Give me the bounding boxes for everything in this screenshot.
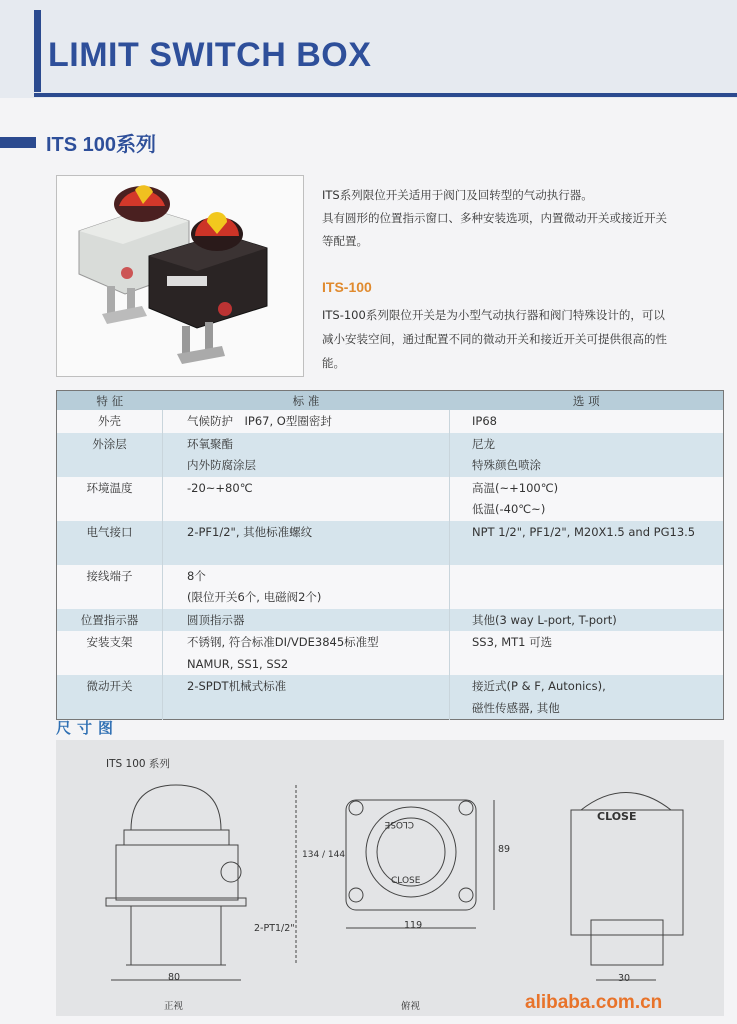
- feature-cell: 接线端子: [57, 565, 163, 609]
- standard-cell-line: 2-PF1/2", 其他标准螺纹: [187, 524, 313, 539]
- section-accent-bar: [0, 137, 36, 148]
- top-height-label: 89: [498, 844, 511, 855]
- header-feature: 特 征: [57, 391, 163, 411]
- standard-cell-line: 气候防护 IP67, O型圈密封: [187, 414, 332, 428]
- intro-line: 具有圆形的位置指示窗口、多种安装选项，内置微动开关或接近开关: [322, 211, 667, 225]
- intro-line: ITS系列限位开关适用于阀门及回转型的气动执行器。: [322, 188, 593, 202]
- option-cell: [450, 675, 724, 720]
- table-row: [57, 477, 724, 521]
- subsection-desc: [322, 303, 722, 375]
- standard-cell: [163, 477, 450, 521]
- table-header-row: [57, 391, 724, 411]
- option-cell-line: 其他(3 way L-port, T-port): [472, 612, 617, 627]
- side-close-label: CLOSE: [597, 810, 637, 823]
- feature-cell: 微动开关: [57, 675, 163, 720]
- product-photo: [56, 175, 304, 377]
- height-dim-label: 134 / 144: [302, 850, 346, 860]
- feature-cell: 位置指示器: [57, 609, 163, 632]
- standard-cell-line: NAMUR, SS1, SS2: [187, 656, 289, 671]
- standard-cell-line: (限位开关6个, 电磁阀2个): [187, 590, 322, 604]
- option-cell-line: SS3, MT1 可选: [472, 635, 553, 649]
- standard-cell-line: -20~+80℃: [187, 480, 253, 495]
- standard-cell: [163, 410, 450, 433]
- table-row: [57, 565, 724, 609]
- table-row: [57, 609, 724, 632]
- standard-cell-line: 内外防腐涂层: [187, 458, 256, 472]
- standard-cell: [163, 521, 450, 565]
- table-row: [57, 521, 724, 565]
- header-divider: [34, 93, 737, 97]
- feature-cell: 环境温度: [57, 477, 163, 521]
- page-title: LIMIT SWITCH BOX: [48, 36, 372, 74]
- table-row: [57, 631, 724, 675]
- option-cell: [450, 477, 724, 521]
- standard-cell: [163, 675, 450, 720]
- watermark: alibaba.com.cn: [525, 992, 663, 1013]
- front-view-label: 正视: [164, 1001, 184, 1012]
- feature-cell: 安装支架: [57, 631, 163, 675]
- table-row: [57, 433, 724, 477]
- standard-cell-line: 环氧聚酯: [187, 436, 233, 451]
- option-cell-line: 尼龙: [472, 436, 495, 451]
- standard-cell: [163, 609, 450, 632]
- spec-table: [56, 390, 724, 720]
- standard-cell-line: 不锈钢, 符合标准DI/VDE3845标准型: [187, 635, 379, 649]
- standard-cell-line: 8个: [187, 568, 206, 583]
- subsection-title: ITS-100: [322, 279, 372, 295]
- desc-line: 能。: [322, 356, 345, 370]
- series-label: ITS 100 系列: [106, 758, 170, 770]
- option-cell-line: IP68: [472, 414, 497, 428]
- top-width-label: 119: [404, 920, 423, 931]
- table-row: [57, 410, 724, 433]
- table-row: [57, 675, 724, 720]
- top-view-label: 俯视: [401, 1001, 421, 1012]
- feature-cell: 外涂层: [57, 433, 163, 477]
- dimensions-title: 尺寸图: [56, 719, 120, 737]
- option-cell: [450, 565, 724, 609]
- standard-cell: [163, 631, 450, 675]
- option-cell: [450, 521, 724, 565]
- standard-cell-line: [187, 543, 449, 565]
- intro-text: [322, 184, 722, 253]
- section-title: ITS 100系列: [46, 134, 157, 156]
- option-cell-line: NPT 1/2", PF1/2", M20X1.5 and PG13.5: [472, 524, 696, 539]
- intro-line: 等配置。: [322, 234, 368, 248]
- standard-cell-line: 2-SPDT机械式标准: [187, 679, 287, 693]
- header-accent-bar: [34, 10, 41, 92]
- option-cell: [450, 631, 724, 675]
- top-close-label: CLOSE: [384, 819, 414, 829]
- top-close-label-2: CLOSE: [391, 876, 421, 886]
- option-cell-line: 特殊颜色喷涂: [472, 458, 541, 472]
- feature-cell: 电气接口: [57, 521, 163, 565]
- option-cell-line: [472, 566, 723, 588]
- standard-cell: [163, 565, 450, 609]
- option-cell: [450, 433, 724, 477]
- option-cell-line: 接近式(P & F, Autonics),: [472, 679, 606, 693]
- option-cell-line: 磁性传感器, 其他: [472, 700, 560, 715]
- feature-cell: 外壳: [57, 410, 163, 433]
- option-cell: [450, 410, 724, 433]
- header-standard: 标 准: [163, 391, 450, 411]
- port-label: 2-PT1/2": [254, 923, 295, 934]
- option-cell-line: 高温(~+100℃): [472, 480, 559, 495]
- limit-switch-box-image: [57, 176, 303, 376]
- dimension-drawing: [56, 740, 724, 1016]
- standard-cell-line: 圆顶指示器: [187, 612, 245, 627]
- option-cell: [450, 609, 724, 632]
- front-width-label: 80: [168, 972, 181, 983]
- standard-cell: [163, 433, 450, 477]
- option-cell-line: 低温(-40℃~): [472, 502, 546, 516]
- desc-line: ITS-100系列限位开关是为小型气动执行器和阀门特殊设计的，可以: [322, 308, 665, 322]
- side-width-label: 30: [618, 973, 631, 984]
- desc-line: 减小安装空间，通过配置不同的微动开关和接近开关可提供很高的性: [322, 332, 667, 346]
- header-option: 选 项: [450, 391, 724, 411]
